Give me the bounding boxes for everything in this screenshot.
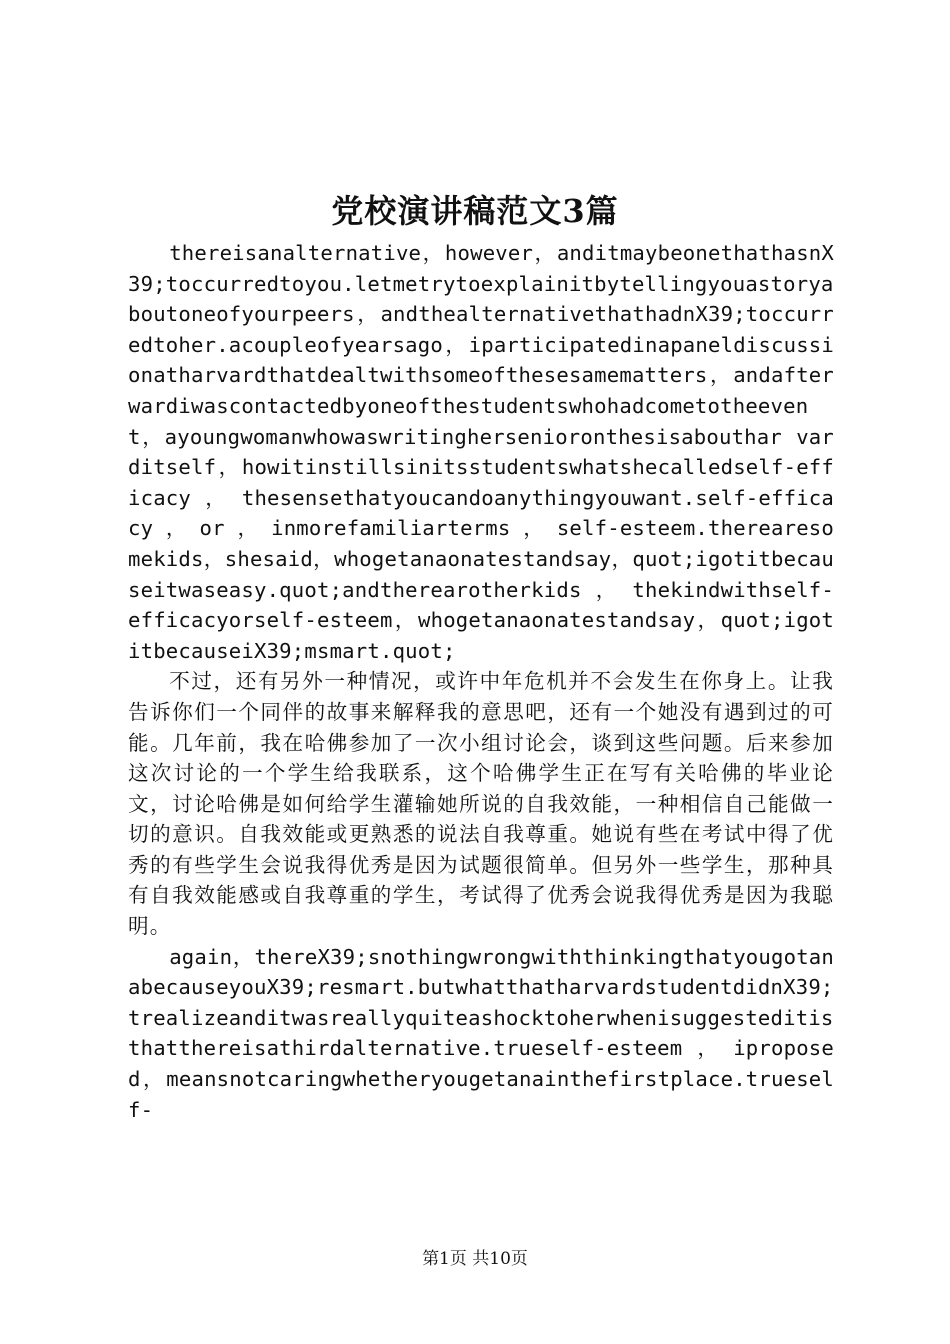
paragraph-english-1: thereisanalternative，however，anditmaybeonethathasnX39;toccurredtoyou.letmetrytoexplainitbytellingyouastoryaboutoneofyourpeers，andthealternativethathadnX39;toccurredtoher.acoupleofyearsago，iparticipatedinapaneldiscussionatharvardthatdealtwithsomeofthesesamematters，andafterwardiwascontactedbyoneofthestudentswhohadcometotheevent，ayoungwomanwhowaswritinghersenioronthesisabouthar varditself，howitinstillsinitsstudentswhatshecalledself-efficacy ， thesensethatyoucandoanythingyouwant.self-efficacy ， or ， inmorefamiliarterms ， self-esteem.therearesomekids，shesaid，whogetanaonatestandsay，quot;igotitbecauseitwaseasy.quot;andtherearotherkids ， thekindwithself-efficacyorself-esteem，whogetanaonatestandsay，quot;igotitbecauseiX39;msmart.quot; — [128, 241, 834, 663]
page-number-footer: 第1页 共10页 — [422, 1249, 528, 1269]
document-body — [128, 238, 834, 1125]
paragraph-chinese: 不过，还有另外一种情况，或许中年危机并不会发生在你身上。让我告诉你们一个同伴的故事来解释我的意思吧，还有一个她没有遇到过的可能。几年前，我在哈佛参加了一次小组讨论会，谈到这些问题。后来参加这次讨论的一个学生给我联系，这个哈佛学生正在写有关哈佛的毕业论文，讨论哈佛是如何给学生灌输她所说的自我效能，一种相信自己能做一切的意识。自我效能或更熟悉的说法自我尊重。她说有些在考试中得了优秀的有些学生会说我得优秀是因为试题很简单。但另外一些学生，那种具有自我效能感或自我尊重的学生，考试得了优秀会说我得优秀是因为我聪明。 — [128, 669, 834, 939]
page-title: 党校演讲稿范文3篇 — [331, 192, 619, 230]
paragraph-english-2: again，thereX39;snothingwrongwiththinkingthatyougotanabecauseyouX39;resmart.butwhatthatharvardstudentdidnX39;trealizeanditwasreallyquiteashocktoherwhenisuggesteditisthatthereisathirdalternative.trueself-esteem，iproposed，meansnotcaringwhetheryougetanainthefirstplace.trueself- — [128, 944, 834, 1122]
